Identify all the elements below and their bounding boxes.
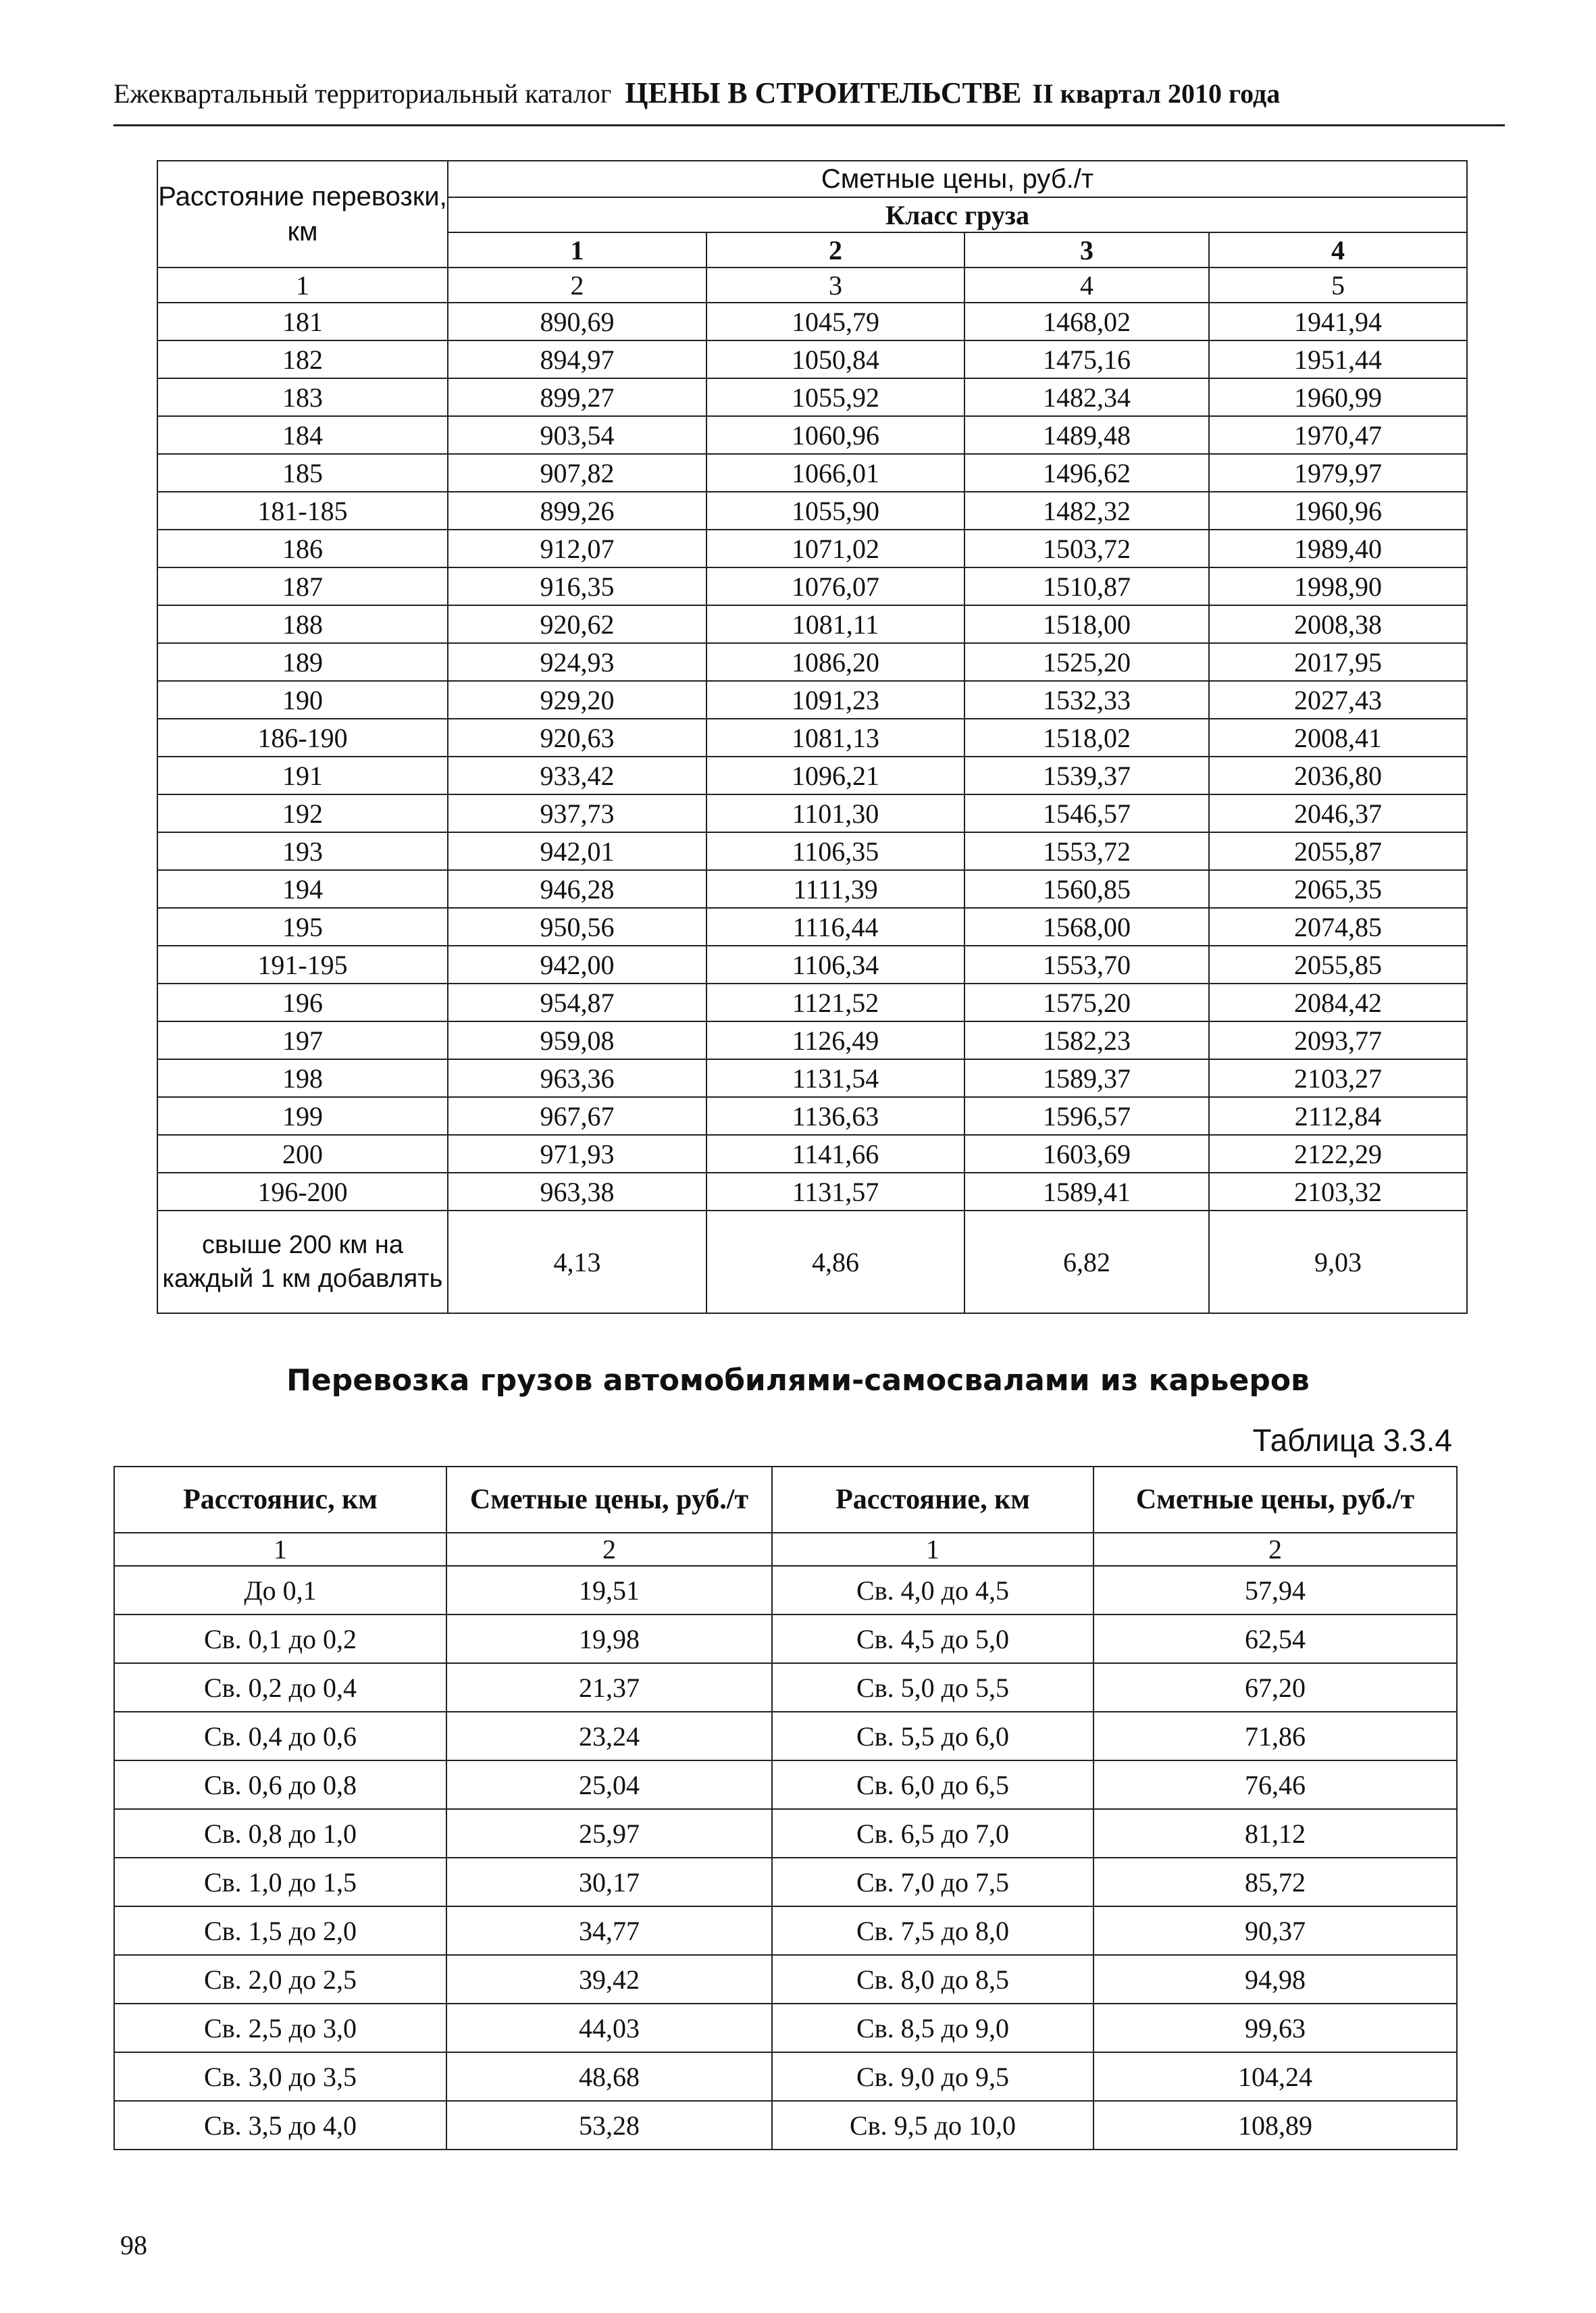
distance-cell: Св. 6,0 до 6,5 xyxy=(772,1760,1093,1809)
table-row xyxy=(114,1566,1457,1615)
price-cell: 1091,23 xyxy=(706,681,964,719)
price-cell: 1503,72 xyxy=(964,530,1209,567)
distance-cell: 186-190 xyxy=(157,719,448,757)
header-catalog-name: Ежеквартальный территориальный каталог xyxy=(113,78,612,109)
price-cell: 1066,01 xyxy=(706,454,964,492)
distance-cell: Св. 0,1 до 0,2 xyxy=(114,1615,446,1663)
price-cell: 1071,02 xyxy=(706,530,964,567)
column-number: 1 xyxy=(772,1533,1093,1566)
table-row xyxy=(157,1173,1467,1211)
price-cell: 963,38 xyxy=(448,1173,706,1211)
price-cell: 912,07 xyxy=(448,530,706,567)
price-cell: 2008,38 xyxy=(1209,605,1467,643)
distance-cell: 181 xyxy=(157,303,448,340)
price-cell: 1126,49 xyxy=(706,1021,964,1059)
price-cell: 1998,90 xyxy=(1209,567,1467,605)
price-cell: 9,03 xyxy=(1209,1211,1467,1313)
distance-cell: 181-185 xyxy=(157,492,448,530)
price-cell: 933,42 xyxy=(448,757,706,794)
price-cell: 30,17 xyxy=(446,1858,772,1906)
distance-cell: Св. 4,0 до 4,5 xyxy=(772,1566,1093,1615)
price-cell: 1086,20 xyxy=(706,643,964,681)
table-row xyxy=(157,870,1467,908)
distance-cell: 196-200 xyxy=(157,1173,448,1211)
price-cell: 4,13 xyxy=(448,1211,706,1313)
price-cell: 907,82 xyxy=(448,454,706,492)
price-cell: 1510,87 xyxy=(964,567,1209,605)
table-row xyxy=(157,1135,1467,1173)
price-cell: 890,69 xyxy=(448,303,706,340)
price-cell: 903,54 xyxy=(448,416,706,454)
distance-cell: 187 xyxy=(157,567,448,605)
price-cell: 1045,79 xyxy=(706,303,964,340)
table-row xyxy=(157,378,1467,416)
price-cell: 104,24 xyxy=(1093,2052,1457,2101)
distance-column-header: Расстоянис, км xyxy=(114,1467,446,1533)
price-cell: 1960,96 xyxy=(1209,492,1467,530)
price-cell: 1951,44 xyxy=(1209,340,1467,378)
distance-cell: Св. 2,0 до 2,5 xyxy=(114,1955,446,2004)
price-cell: 67,20 xyxy=(1093,1663,1457,1712)
price-cell: 1539,37 xyxy=(964,757,1209,794)
cargo-class-label: 3 xyxy=(964,232,1209,268)
prices-column-header: Сметные цены, руб./т xyxy=(1093,1467,1457,1533)
price-cell: 1101,30 xyxy=(706,794,964,832)
price-cell: 2036,80 xyxy=(1209,757,1467,794)
distance-cell: Св. 7,5 до 8,0 xyxy=(772,1906,1093,1955)
price-cell: 2103,27 xyxy=(1209,1059,1467,1097)
distance-cell: Св. 7,0 до 7,5 xyxy=(772,1858,1093,1906)
column-number: 4 xyxy=(964,268,1209,303)
price-cell: 6,82 xyxy=(964,1211,1209,1313)
price-cell: 1060,96 xyxy=(706,416,964,454)
distance-cell: 198 xyxy=(157,1059,448,1097)
table-row xyxy=(114,1809,1457,1858)
price-cell: 946,28 xyxy=(448,870,706,908)
price-cell: 1589,37 xyxy=(964,1059,1209,1097)
price-cell: 2055,85 xyxy=(1209,946,1467,984)
price-cell: 39,42 xyxy=(446,1955,772,2004)
price-cell: 1475,16 xyxy=(964,340,1209,378)
header-period: II квартал 2010 года xyxy=(1032,78,1281,109)
price-cell: 53,28 xyxy=(446,2101,772,2150)
price-cell: 2074,85 xyxy=(1209,908,1467,946)
price-cell: 1106,35 xyxy=(706,832,964,870)
price-cell: 894,97 xyxy=(448,340,706,378)
price-cell: 1970,47 xyxy=(1209,416,1467,454)
cargo-class-label: 4 xyxy=(1209,232,1467,268)
price-cell: 1979,97 xyxy=(1209,454,1467,492)
distance-cell: Св. 0,4 до 0,6 xyxy=(114,1712,446,1760)
price-cell: 1482,34 xyxy=(964,378,1209,416)
distance-cell: 197 xyxy=(157,1021,448,1059)
distance-cell: Св. 3,5 до 4,0 xyxy=(114,2101,446,2150)
price-cell: 25,97 xyxy=(446,1809,772,1858)
price-cell: 62,54 xyxy=(1093,1615,1457,1663)
price-cell: 2103,32 xyxy=(1209,1173,1467,1211)
distance-cell: 194 xyxy=(157,870,448,908)
header-title: ЦЕНЫ В СТРОИТЕЛЬСТВЕ xyxy=(625,76,1022,109)
distance-cell: 196 xyxy=(157,984,448,1021)
price-cell: 924,93 xyxy=(448,643,706,681)
table-row xyxy=(157,605,1467,643)
price-cell: 23,24 xyxy=(446,1712,772,1760)
table-number-label: Таблица 3.3.4 xyxy=(1252,1423,1452,1458)
price-cell: 34,77 xyxy=(446,1906,772,1955)
price-cell: 1468,02 xyxy=(964,303,1209,340)
distance-cell: 199 xyxy=(157,1097,448,1135)
price-cell: 4,86 xyxy=(706,1211,964,1313)
table-row xyxy=(157,1097,1467,1135)
price-cell: 1525,20 xyxy=(964,643,1209,681)
column-number: 2 xyxy=(1093,1533,1457,1566)
price-cell: 2093,77 xyxy=(1209,1021,1467,1059)
table-row xyxy=(157,984,1467,1021)
price-cell: 1096,21 xyxy=(706,757,964,794)
price-cell: 1121,52 xyxy=(706,984,964,1021)
table-row xyxy=(157,908,1467,946)
price-cell: 1131,57 xyxy=(706,1173,964,1211)
price-cell: 920,63 xyxy=(448,719,706,757)
price-cell: 1553,72 xyxy=(964,832,1209,870)
distance-cell: Св. 1,0 до 1,5 xyxy=(114,1858,446,1906)
price-cell: 1055,90 xyxy=(706,492,964,530)
price-cell: 2008,41 xyxy=(1209,719,1467,757)
table-row xyxy=(114,1955,1457,2004)
table-row xyxy=(114,1663,1457,1712)
section-title: Перевозка грузов автомобилями-самосвалами из карьеров xyxy=(286,1363,1310,1398)
price-cell: 1050,84 xyxy=(706,340,964,378)
table-row xyxy=(157,340,1467,378)
distance-cell: 186 xyxy=(157,530,448,567)
price-cell: 1568,00 xyxy=(964,908,1209,946)
price-cell: 1560,85 xyxy=(964,870,1209,908)
table-row xyxy=(114,1712,1457,1760)
table-row xyxy=(157,643,1467,681)
table-row xyxy=(157,719,1467,757)
price-cell: 942,00 xyxy=(448,946,706,984)
price-cell: 85,72 xyxy=(1093,1858,1457,1906)
price-cell: 1496,62 xyxy=(964,454,1209,492)
price-cell: 2084,42 xyxy=(1209,984,1467,1021)
price-cell: 1518,00 xyxy=(964,605,1209,643)
price-cell: 99,63 xyxy=(1093,2004,1457,2052)
price-cell: 950,56 xyxy=(448,908,706,946)
price-cell: 937,73 xyxy=(448,794,706,832)
price-cell: 899,26 xyxy=(448,492,706,530)
price-cell: 57,94 xyxy=(1093,1566,1457,1615)
table-row xyxy=(157,530,1467,567)
column-number: 2 xyxy=(448,268,706,303)
price-cell: 1532,33 xyxy=(964,681,1209,719)
distance-cell: Св. 2,5 до 3,0 xyxy=(114,2004,446,2052)
table-row xyxy=(157,416,1467,454)
price-cell: 942,01 xyxy=(448,832,706,870)
price-cell: 1055,92 xyxy=(706,378,964,416)
dump-truck-price-table xyxy=(113,1466,1458,2150)
price-cell: 963,36 xyxy=(448,1059,706,1097)
price-cell: 2046,37 xyxy=(1209,794,1467,832)
price-cell: 1136,63 xyxy=(706,1097,964,1135)
price-cell: 25,04 xyxy=(446,1760,772,1809)
table-row xyxy=(157,492,1467,530)
cargo-class-label: 2 xyxy=(706,232,964,268)
table-row xyxy=(114,1906,1457,1955)
table-row xyxy=(157,681,1467,719)
price-cell: 94,98 xyxy=(1093,1955,1457,2004)
distance-cell: 185 xyxy=(157,454,448,492)
price-cell: 1106,34 xyxy=(706,946,964,984)
price-cell: 954,87 xyxy=(448,984,706,1021)
table-row xyxy=(157,1021,1467,1059)
distance-cell: 191 xyxy=(157,757,448,794)
column-number: 2 xyxy=(446,1533,772,1566)
distance-cell: Св. 6,5 до 7,0 xyxy=(772,1809,1093,1858)
table-row xyxy=(157,794,1467,832)
table-row xyxy=(157,454,1467,492)
table-row xyxy=(114,1615,1457,1663)
table-row xyxy=(157,303,1467,340)
distance-cell: 195 xyxy=(157,908,448,946)
price-cell: 2065,35 xyxy=(1209,870,1467,908)
price-cell: 1489,48 xyxy=(964,416,1209,454)
distance-cell: 183 xyxy=(157,378,448,416)
price-cell: 1603,69 xyxy=(964,1135,1209,1173)
table-row xyxy=(157,1059,1467,1097)
price-cell: 19,98 xyxy=(446,1615,772,1663)
table-row xyxy=(114,2101,1457,2150)
price-cell: 48,68 xyxy=(446,2052,772,2101)
price-cell: 1116,44 xyxy=(706,908,964,946)
distance-cell: Св. 3,0 до 3,5 xyxy=(114,2052,446,2101)
price-cell: 1582,23 xyxy=(964,1021,1209,1059)
price-cell: 1589,41 xyxy=(964,1173,1209,1211)
price-cell: 1989,40 xyxy=(1209,530,1467,567)
price-cell: 1553,70 xyxy=(964,946,1209,984)
distance-cell: Св. 8,5 до 9,0 xyxy=(772,2004,1093,2052)
distance-cell: 182 xyxy=(157,340,448,378)
distance-cell: 200 xyxy=(157,1135,448,1173)
distance-cell: Св. 5,0 до 5,5 xyxy=(772,1663,1093,1712)
price-cell: 2017,95 xyxy=(1209,643,1467,681)
distance-cell: 192 xyxy=(157,794,448,832)
distance-cell: 188 xyxy=(157,605,448,643)
distance-column-header: Расстояние перевозки, км xyxy=(157,161,448,268)
price-cell: 1081,13 xyxy=(706,719,964,757)
running-header xyxy=(113,76,1505,126)
price-cell: 71,86 xyxy=(1093,1712,1457,1760)
price-cell: 1596,57 xyxy=(964,1097,1209,1135)
price-cell: 44,03 xyxy=(446,2004,772,2052)
price-cell: 1111,39 xyxy=(706,870,964,908)
price-cell: 971,93 xyxy=(448,1135,706,1173)
distance-cell: 190 xyxy=(157,681,448,719)
distance-cell: 184 xyxy=(157,416,448,454)
table-row xyxy=(114,2052,1457,2101)
table-row xyxy=(157,757,1467,794)
table-row xyxy=(114,2004,1457,2052)
prices-column-header: Сметные цены, руб./т xyxy=(446,1467,772,1533)
distance-cell: Св. 9,0 до 9,5 xyxy=(772,2052,1093,2101)
distance-cell: 191-195 xyxy=(157,946,448,984)
distance-cell: Св. 0,8 до 1,0 xyxy=(114,1809,446,1858)
price-cell: 899,27 xyxy=(448,378,706,416)
price-cell: 1482,32 xyxy=(964,492,1209,530)
table-row xyxy=(114,1760,1457,1809)
price-cell: 2112,84 xyxy=(1209,1097,1467,1135)
column-number: 3 xyxy=(706,268,964,303)
distance-cell: Св. 9,5 до 10,0 xyxy=(772,2101,1093,2150)
price-cell: 2055,87 xyxy=(1209,832,1467,870)
distance-cell: Св. 5,5 до 6,0 xyxy=(772,1712,1093,1760)
distance-cell: До 0,1 xyxy=(114,1566,446,1615)
distance-cell: Св. 1,5 до 2,0 xyxy=(114,1906,446,1955)
cargo-class-header: Класс груза xyxy=(448,197,1467,232)
price-cell: 1575,20 xyxy=(964,984,1209,1021)
price-cell: 2027,43 xyxy=(1209,681,1467,719)
price-cell: 1941,94 xyxy=(1209,303,1467,340)
column-number-row xyxy=(157,268,1467,303)
table-row xyxy=(114,1858,1457,1906)
table-row xyxy=(157,946,1467,984)
distance-column-header: Расстояние, км xyxy=(772,1467,1093,1533)
price-cell: 108,89 xyxy=(1093,2101,1457,2150)
price-cell: 929,20 xyxy=(448,681,706,719)
column-number: 5 xyxy=(1209,268,1467,303)
price-cell: 76,46 xyxy=(1093,1760,1457,1809)
price-cell: 920,62 xyxy=(448,605,706,643)
column-number: 1 xyxy=(157,268,448,303)
cargo-class-label: 1 xyxy=(448,232,706,268)
table-row xyxy=(157,567,1467,605)
price-cell: 1518,02 xyxy=(964,719,1209,757)
distance-cell: Св. 4,5 до 5,0 xyxy=(772,1615,1093,1663)
price-cell: 90,37 xyxy=(1093,1906,1457,1955)
freight-price-table xyxy=(157,160,1468,1314)
price-cell: 1131,54 xyxy=(706,1059,964,1097)
price-cell: 959,08 xyxy=(448,1021,706,1059)
price-cell: 19,51 xyxy=(446,1566,772,1615)
price-cell: 2122,29 xyxy=(1209,1135,1467,1173)
distance-cell: Св. 8,0 до 8,5 xyxy=(772,1955,1093,2004)
price-cell: 1141,66 xyxy=(706,1135,964,1173)
price-cell: 1076,07 xyxy=(706,567,964,605)
price-cell: 1546,57 xyxy=(964,794,1209,832)
page-number: 98 xyxy=(120,2230,147,2260)
distance-cell: 189 xyxy=(157,643,448,681)
price-cell: 21,37 xyxy=(446,1663,772,1712)
distance-cell: Св. 0,2 до 0,4 xyxy=(114,1663,446,1712)
prices-column-header: Сметные цены, руб./т xyxy=(448,161,1467,197)
table-row xyxy=(157,832,1467,870)
distance-cell: 193 xyxy=(157,832,448,870)
price-cell: 1960,99 xyxy=(1209,378,1467,416)
column-number: 1 xyxy=(114,1533,446,1566)
price-cell: 916,35 xyxy=(448,567,706,605)
price-cell: 81,12 xyxy=(1093,1809,1457,1858)
table-row xyxy=(157,1211,1467,1313)
distance-cell: Св. 0,6 до 0,8 xyxy=(114,1760,446,1809)
distance-cell: свыше 200 км на каждый 1 км добавлять xyxy=(157,1211,448,1313)
column-number-row xyxy=(114,1533,1457,1566)
price-cell: 967,67 xyxy=(448,1097,706,1135)
price-cell: 1081,11 xyxy=(706,605,964,643)
